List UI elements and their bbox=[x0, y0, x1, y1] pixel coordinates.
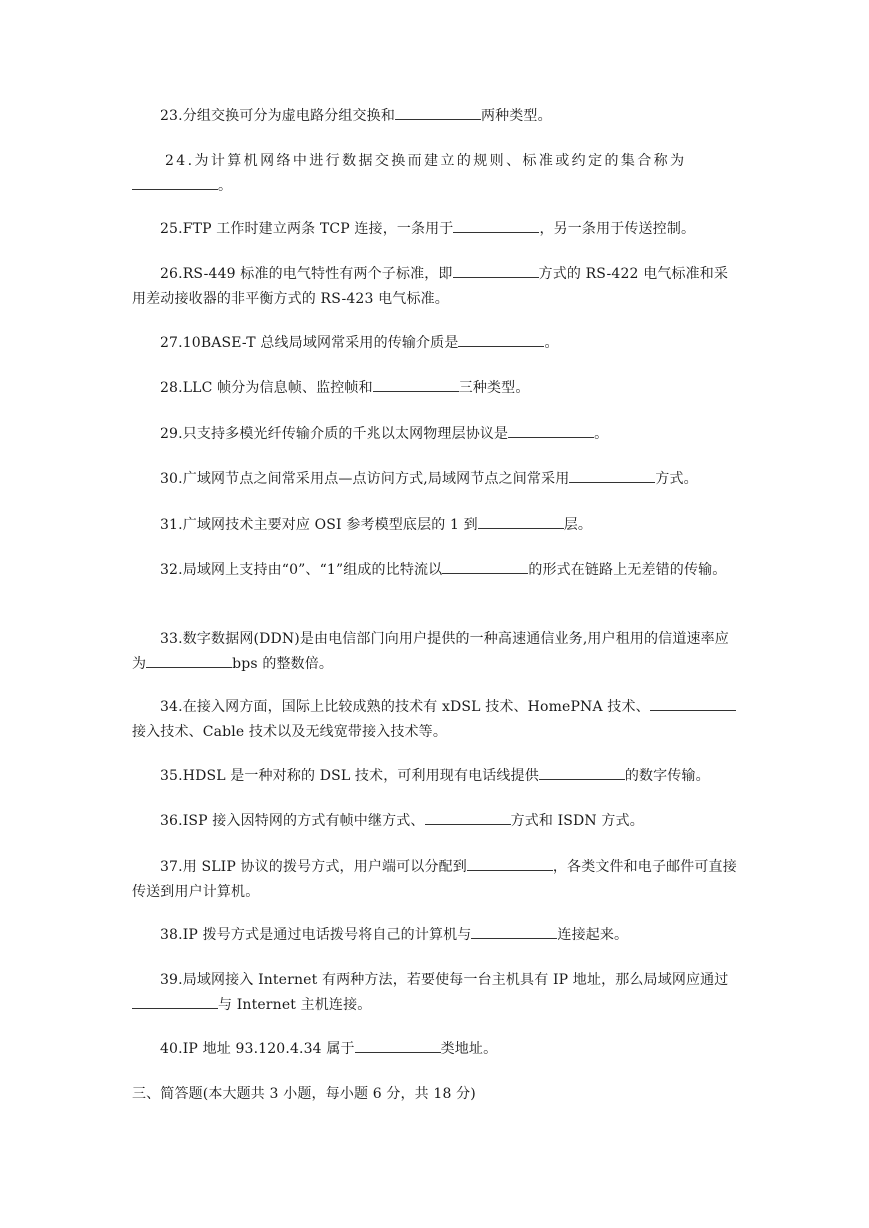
answer-blank bbox=[458, 332, 544, 347]
question-40: 40.IP 地址 93.120.4.34 属于 类地址。 bbox=[132, 1037, 738, 1062]
answer-blank bbox=[355, 1038, 441, 1053]
question-24: 24.为计算机网络中进行数据交换而建立的规则、标准或约定的集合称为 。 bbox=[132, 149, 738, 199]
question-38: 38.IP 拨号方式是通过电话拨号将自己的计算机与 连接起来。 bbox=[132, 923, 738, 948]
question-31: 31.广域网技术主要对应 OSI 参考模型底层的 1 到 层。 bbox=[132, 513, 738, 538]
answer-blank bbox=[471, 924, 557, 939]
question-37: 37.用 SLIP 协议的拨号方式，用户端可以分配到 ，各类文件和电子邮件可直接传送到用户计算机。 bbox=[132, 855, 738, 905]
answer-blank bbox=[373, 377, 459, 392]
question-27: 27.10BASE-T 总线局域网常采用的传输介质是 。 bbox=[132, 331, 738, 356]
question-35: 35.HDSL 是一种对称的 DSL 技术，可利用现有电话线提供 的数字传输。 bbox=[132, 764, 738, 789]
question-25: 25.FTP 工作时建立两条 TCP 连接，一条用于 ，另一条用于传送控制。 bbox=[132, 217, 738, 242]
question-36: 36.ISP 接入因特网的方式有帧中继方式、 方式和 ISDN 方式。 bbox=[132, 809, 738, 834]
question-32: 32.局域网上支持由“0”、“1”组成的比特流以 的形式在链路上无差错的传输。 bbox=[132, 558, 738, 583]
question-39: 39.局域网接入 Internet 有两种方法，若要使每一台主机具有 IP 地址，那么局域网应通过与 Internet 主机连接。 bbox=[132, 968, 738, 1018]
answer-blank bbox=[539, 765, 625, 780]
section-heading: 三、简答题(本大题共 3 小题，每小题 6 分，共 18 分) bbox=[132, 1086, 476, 1102]
answer-blank bbox=[478, 514, 564, 529]
answer-blank bbox=[132, 994, 218, 1009]
question-33: 33.数字数据网(DDN)是由电信部门向用户提供的一种高速通信业务,用户租用的信道速率应为 bps 的整数倍。 bbox=[132, 631, 729, 672]
answer-blank bbox=[650, 696, 736, 711]
question-30: 30.广域网节点之间常采用点—点访问方式,局域网节点之间常采用 方式。 bbox=[132, 467, 738, 492]
question-28: 28.LLC 帧分为信息帧、监控帧和 三种类型。 bbox=[132, 376, 738, 401]
answer-blank bbox=[508, 423, 594, 438]
answer-blank bbox=[395, 105, 481, 120]
answer-blank bbox=[453, 263, 539, 278]
question-29: 29.只支持多模光纤传输介质的千兆以太网物理层协议是 。 bbox=[132, 422, 738, 447]
answer-blank bbox=[442, 559, 528, 574]
answer-blank bbox=[146, 653, 232, 668]
question-34: 34.在接入网方面，国际上比较成熟的技术有 xDSL 技术、HomePNA 技术、接入技术、Cable 技术以及无线宽带接入技术等。 bbox=[132, 695, 738, 745]
answer-blank bbox=[569, 468, 655, 483]
question-23: 23.分组交换可分为虚电路分组交换和 两种类型。 bbox=[132, 104, 738, 129]
answer-blank bbox=[453, 218, 539, 233]
answer-blank bbox=[132, 175, 218, 190]
answer-blank bbox=[467, 856, 553, 871]
answer-blank bbox=[425, 810, 511, 825]
question-26: 26.RS-449 标准的电气特性有两个子标准，即 方式的 RS-422 电气标准和采用差动接收器的非平衡方式的 RS-423 电气标准。 bbox=[132, 262, 738, 312]
